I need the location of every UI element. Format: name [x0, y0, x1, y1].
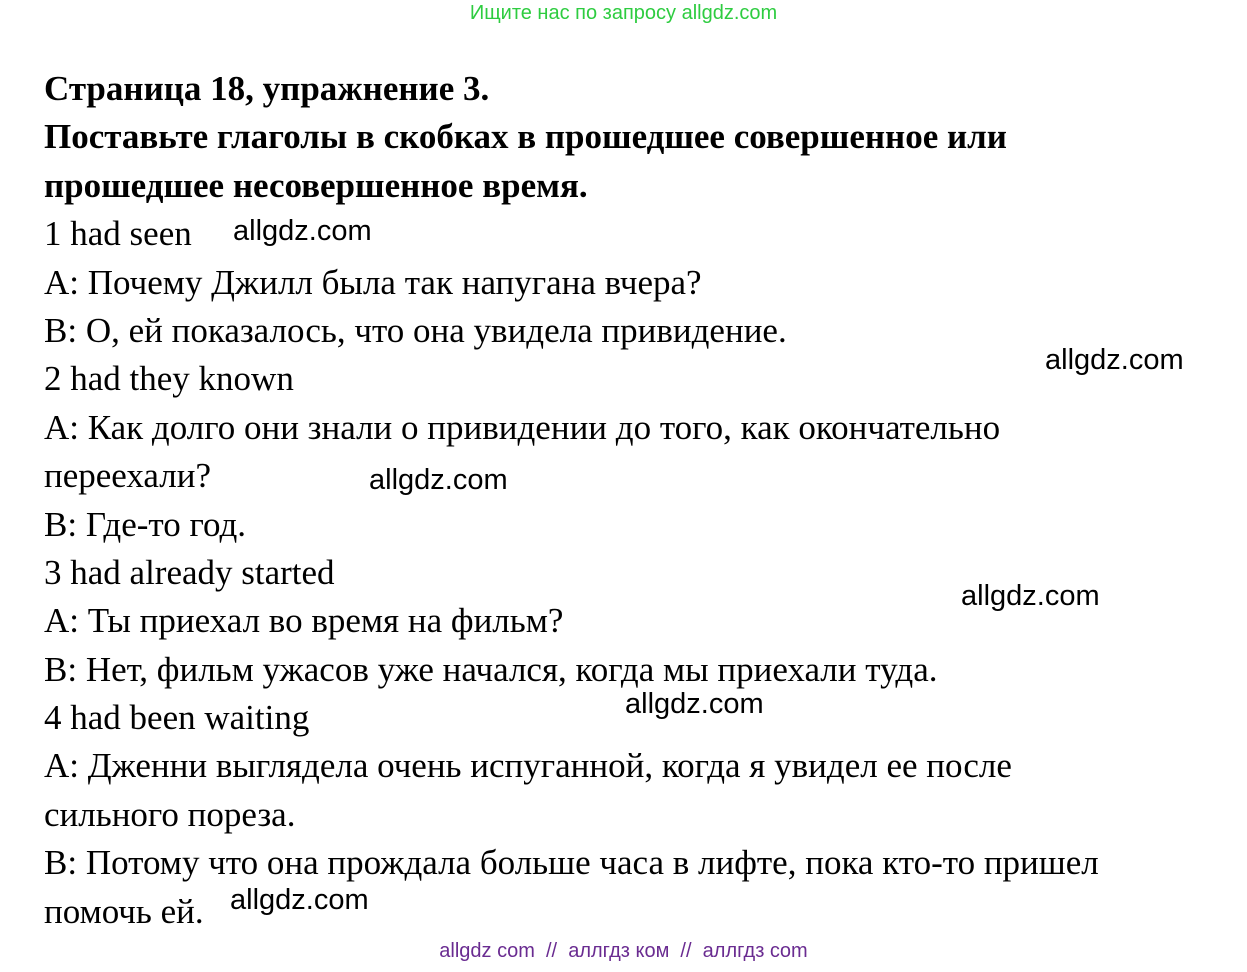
watermark: allgdz.com	[369, 464, 508, 496]
watermark: allgdz.com	[233, 215, 372, 247]
watermark: allgdz.com	[1045, 344, 1184, 376]
watermark: allgdz.com	[961, 580, 1100, 612]
exercise-text	[44, 65, 1234, 936]
answer-1: 1 had seen	[44, 214, 192, 254]
dialogue-line: сильного пореза.	[44, 794, 296, 834]
footer-links: allgdz com // аллгдз ком // аллгдз com	[439, 940, 808, 962]
dialogue-line: A: Ты приехал во время на фильм?	[44, 601, 564, 641]
dialogue-line: B: Нет, фильм ужасов уже начался, когда мы приехали туда.	[44, 649, 938, 689]
dialogue-line: A: Почему Джилл была так напугана вчера?	[44, 262, 702, 302]
exercise-instruction-line-1: Поставьте глаголы в скобках в прошедшее совершенное или	[44, 117, 1007, 157]
top-banner: Ищите нас по запросу allgdz.com	[469, 2, 778, 24]
dialogue-line: B: Где-то год.	[44, 504, 247, 544]
exercise-title: Страница 18, упражнение 3.	[44, 69, 490, 108]
dialogue-line: B: О, ей показалось, что она увидела привидение.	[44, 310, 787, 350]
exercise-instruction-line-2: прошедшее несовершенное время.	[44, 165, 588, 205]
dialogue-line: A: Дженни выглядела очень испуганной, когда я увидел ее после	[44, 746, 1012, 786]
dialogue-line: A: Как долго они знали о привидении до того, как окончательно	[44, 407, 1001, 447]
answer-3: 3 had already started	[44, 552, 335, 592]
watermark: allgdz.com	[230, 884, 369, 916]
watermark: allgdz.com	[625, 688, 764, 720]
dialogue-line: B: Потому что она прождала больше часа в лифте, пока кто-то пришел	[44, 843, 1099, 883]
dialogue-line: помочь ей.	[44, 891, 204, 931]
answer-2: 2 had they known	[44, 359, 294, 399]
answer-4: 4 had been waiting	[44, 698, 310, 738]
dialogue-line: переехали?	[44, 456, 211, 496]
